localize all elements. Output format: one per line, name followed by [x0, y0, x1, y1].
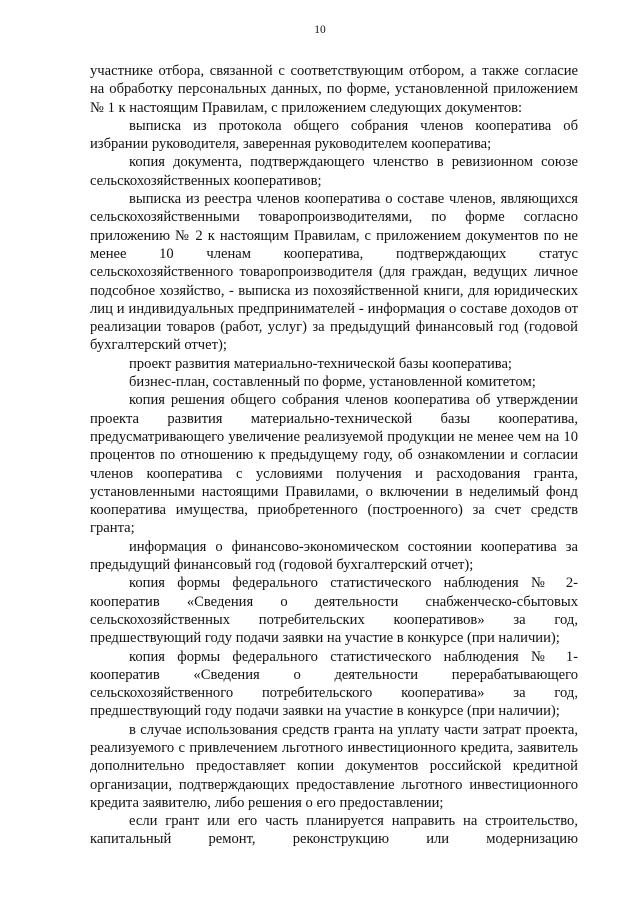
page-number: 10 [314, 24, 326, 36]
paragraph-8: информация о финансово-экономическом состоянии кооператива за предыдущий финансовый год (годовой бухгалтерский отчет); [90, 538, 578, 574]
paragraph-7: копия решения общего собрания членов кооператива об утверждении проекта развития материально-технической базы кооператива, предусматривающего увеличение реализуемой продукции не менее чем на 10 процентов по отношению к предыдущему году, об ознакомлении и согласии членов кооператива с условиями получения и расходования гранта, установленными настоящими Правилами, о включении в неделимый фонд кооператива имущества, приобретенного (построенного) за счет средств гранта; [90, 392, 578, 537]
paragraph-6: бизнес-план, составленный по форме, установленной комитетом; [129, 374, 536, 391]
paragraph-5: проект развития материально-технической базы кооператива; [129, 355, 512, 372]
paragraph-2: выписка из протокола общего собрания членов кооператива об избрании руководителя, заверенная руководителем кооператива; [90, 117, 578, 153]
paragraph-1: участнике отбора, связанной с соответствующим отбором, а также согласие на обработку персональных данных, по форме, установленной приложением № 1 к настоящим Правилам, с приложением следующих документов: [90, 63, 578, 116]
paragraph-9: копия формы федерального статистического наблюдения № 2-кооператив «Сведения о деятельности снабженческо-сбытовых сельскохозяйственных потребительских кооперативов» за год, предшествующий году подачи заявки на участие в конкурсе (при наличии); [90, 575, 578, 647]
paragraph-3: копия документа, подтверждающего членство в ревизионном союзе сельскохозяйственных кооперативов; [90, 154, 578, 189]
document-body [90, 62, 578, 849]
paragraph-11: в случае использования средств гранта на уплату части затрат проекта, реализуемого с привлечением льготного инвестиционного кредита, заявитель дополнительно предоставляет копии документов российской кредитной организации, подтверждающих предоставление льготного инвестиционного кредита заявителю, либо решения о его предоставлении; [90, 721, 578, 811]
paragraph-10: копия формы федерального статистического наблюдения № 1-кооператив «Сведения о деятельности перерабатывающего сельскохозяйственного потребительского кооператива» за год, предшествующий году подачи заявки на участие в конкурсе (при наличии); [90, 648, 578, 720]
paragraph-12: если грант или его часть планируется направить на строительство, капитальный ремонт, реконструкцию или модернизацию [90, 813, 578, 848]
paragraph-4: выписка из реестра членов кооператива о составе членов, являющихся сельскохозяйственными товаропроизводителями, по форме согласно приложению № 2 к настоящим Правилам, с приложением документов по не менее 10 членам кооператива, подтверждающих статус сельскохозяйственного товаропроизводителя (для граждан, ведущих личное подсобное хозяйство, - выписка из похозяйственной книги, для юридических лиц и индивидуальных предпринимателей - информация о составе доходов от реализации товаров (работ, услуг) за предыдущий финансовый год (годовой бухгалтерский отчет); [90, 191, 578, 354]
